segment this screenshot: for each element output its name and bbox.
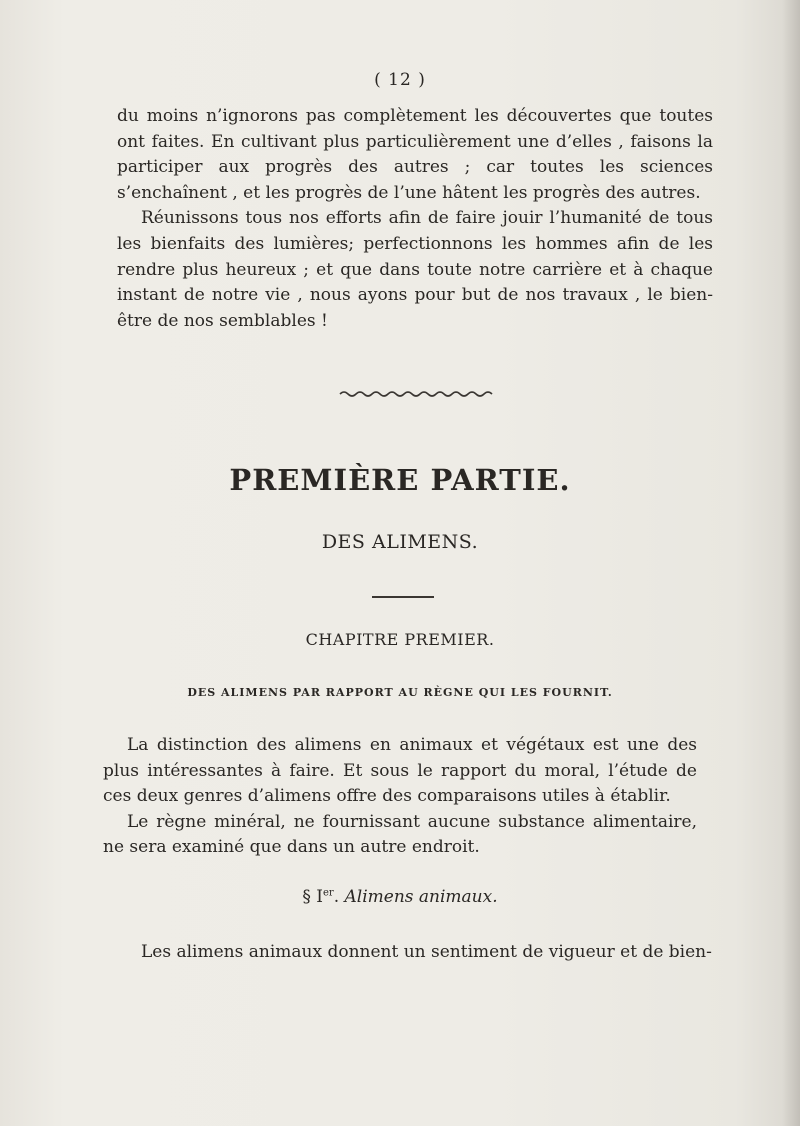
subsection-ordinal: er xyxy=(322,887,334,899)
chapter-text xyxy=(103,733,697,861)
intro-paragraph-2: Réunissons tous nos efforts afin de faire jouir l’humanité de tous les bienfaits des lumières; perfectionnons les hommes afin de les rendre plus heureux ; et que dans toute notre carrière et à chaque instant de notre vie , nous ayons pour but de nos travaux , le bien-être de nos semblables ! xyxy=(117,208,713,331)
part-title: PREMIÈRE PARTIE. xyxy=(229,463,571,497)
spine-shadow xyxy=(782,0,800,1126)
subsection-title: Alimens animaux. xyxy=(344,887,498,907)
divider-rule xyxy=(372,596,434,598)
decorative-ornament xyxy=(338,389,496,397)
section-title: DES ALIMENS. xyxy=(321,531,479,553)
chapter-title: CHAPITRE PREMIER. xyxy=(305,630,495,649)
section-symbol: § xyxy=(302,887,311,907)
final-line-text xyxy=(117,940,713,966)
subsection-heading: § Ier. Alimens animaux. xyxy=(302,887,498,907)
intro-text xyxy=(117,104,713,334)
chapter-subtitle: DES ALIMENS PAR RAPPORT AU RÈGNE QUI LES FOURNIT. xyxy=(187,686,613,699)
final-line: Les alimens animaux donnent un sentiment de vigueur et de bien- xyxy=(141,942,712,962)
intro-paragraph-1: du moins n’ignorons pas complètement les découvertes que toutes ont faites. En cultivant plus particulièrement une d’elles , faisons la participer aux progrès des autres ; car toutes les sciences s’enchaînent , et les progrès de l’une hâtent les progrès des autres. xyxy=(117,106,713,203)
chapter-paragraph-1: La distinction des alimens en animaux et végétaux est une des plus intéressantes à faire. Et sous le rapport du moral, l’étude de ces deux genres d’alimens offre des comparaisons utiles à établir. xyxy=(103,735,697,807)
subsection-numeral: I xyxy=(316,887,323,907)
chapter-paragraph-2: Le règne minéral, ne fournissant aucune substance alimentaire, ne sera examiné que dans un autre endroit. xyxy=(103,811,697,858)
page-number: ( 12 ) xyxy=(374,70,426,90)
